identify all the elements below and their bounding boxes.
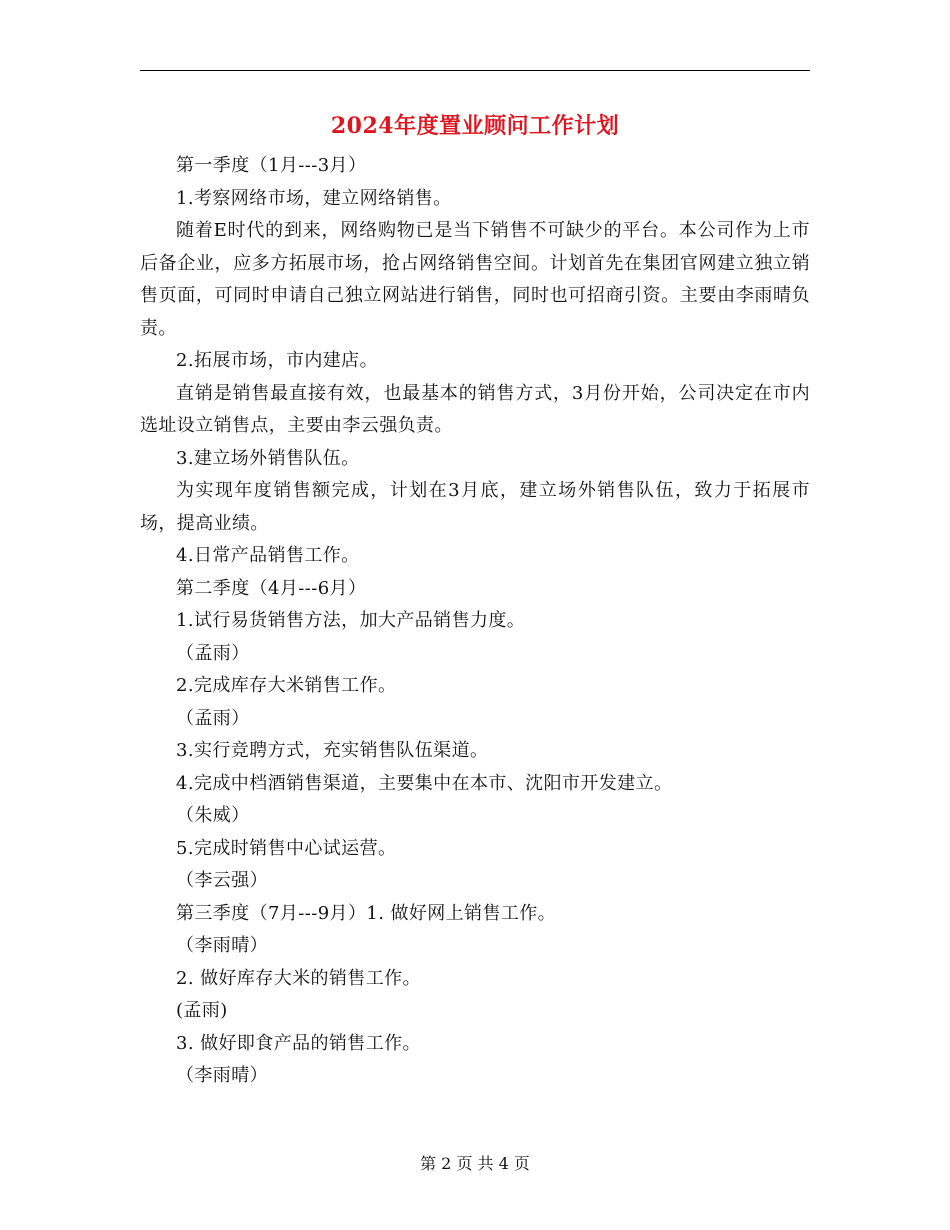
q3-item-1-owner: （李雨晴） <box>176 935 268 956</box>
page-number-footer: 第 2 页 共 4 页 <box>420 1154 530 1173</box>
q1-item-1-text: 随着E时代的到来，网络购物已是当下销售不可缺少的平台。本公司作为上市后备企业，应多方拓展市场，抢占网络销售空间。计划首先在集团官网建立独立销售页面，可同时申请自己独立网站进行销售，同时也可招商引资。主要由李雨晴负责。 <box>140 220 810 339</box>
q1-item-4: 4.日常产品销售工作。 <box>176 545 360 566</box>
q2-item-2: 2.完成库存大米销售工作。 <box>176 675 397 696</box>
quarter-1-heading: 第一季度（1月---3月） <box>176 155 367 176</box>
q3-item-2: 2. 做好库存大米的销售工作。 <box>176 967 421 989</box>
q3-item-2-owner: (孟雨) <box>176 1000 228 1021</box>
q1-item-1: 1.考察网络市场，建立网络销售。 <box>176 187 452 209</box>
q2-item-5-owner: （李云强） <box>176 870 268 891</box>
q2-item-1-owner: （孟雨） <box>176 642 250 664</box>
q2-item-4: 4.完成中档酒销售渠道，主要集中在本市、沈阳市开发建立。 <box>176 772 673 794</box>
q2-item-4-owner: （朱威） <box>176 805 250 826</box>
q1-item-2: 2.拓展市场，市内建店。 <box>176 350 378 371</box>
q2-item-1: 1.试行易货销售方法，加大产品销售力度。 <box>176 610 526 631</box>
q2-item-3: 3.实行竞聘方式，充实销售队伍渠道。 <box>176 740 489 761</box>
q3-item-3-owner: （李雨晴） <box>176 1065 268 1086</box>
header-rule <box>140 70 810 71</box>
document-title: 2024年度置业顾问工作计划 <box>330 113 620 139</box>
q1-item-3: 3.建立场外销售队伍。 <box>176 447 360 469</box>
q3-item-3: 3. 做好即食产品的销售工作。 <box>176 1032 421 1054</box>
q2-item-2-owner: （孟雨） <box>176 707 250 729</box>
q1-item-2-text: 直销是销售最直接有效，也最基本的销售方式，3月份开始，公司决定在市内选址设立销售点，主要由李云强负责。 <box>140 382 810 436</box>
quarter-2-heading: 第二季度（4月---6月） <box>176 577 367 599</box>
document-body <box>140 150 810 1093</box>
quarter-3-heading: 第三季度（7月---9月）1. 做好网上销售工作。 <box>176 902 557 924</box>
q1-item-3-text: 为实现年度销售额完成，计划在3月底，建立场外销售队伍，致力于拓展市场，提高业绩。 <box>140 480 810 534</box>
q2-item-5: 5.完成时销售中心试运营。 <box>176 837 397 859</box>
